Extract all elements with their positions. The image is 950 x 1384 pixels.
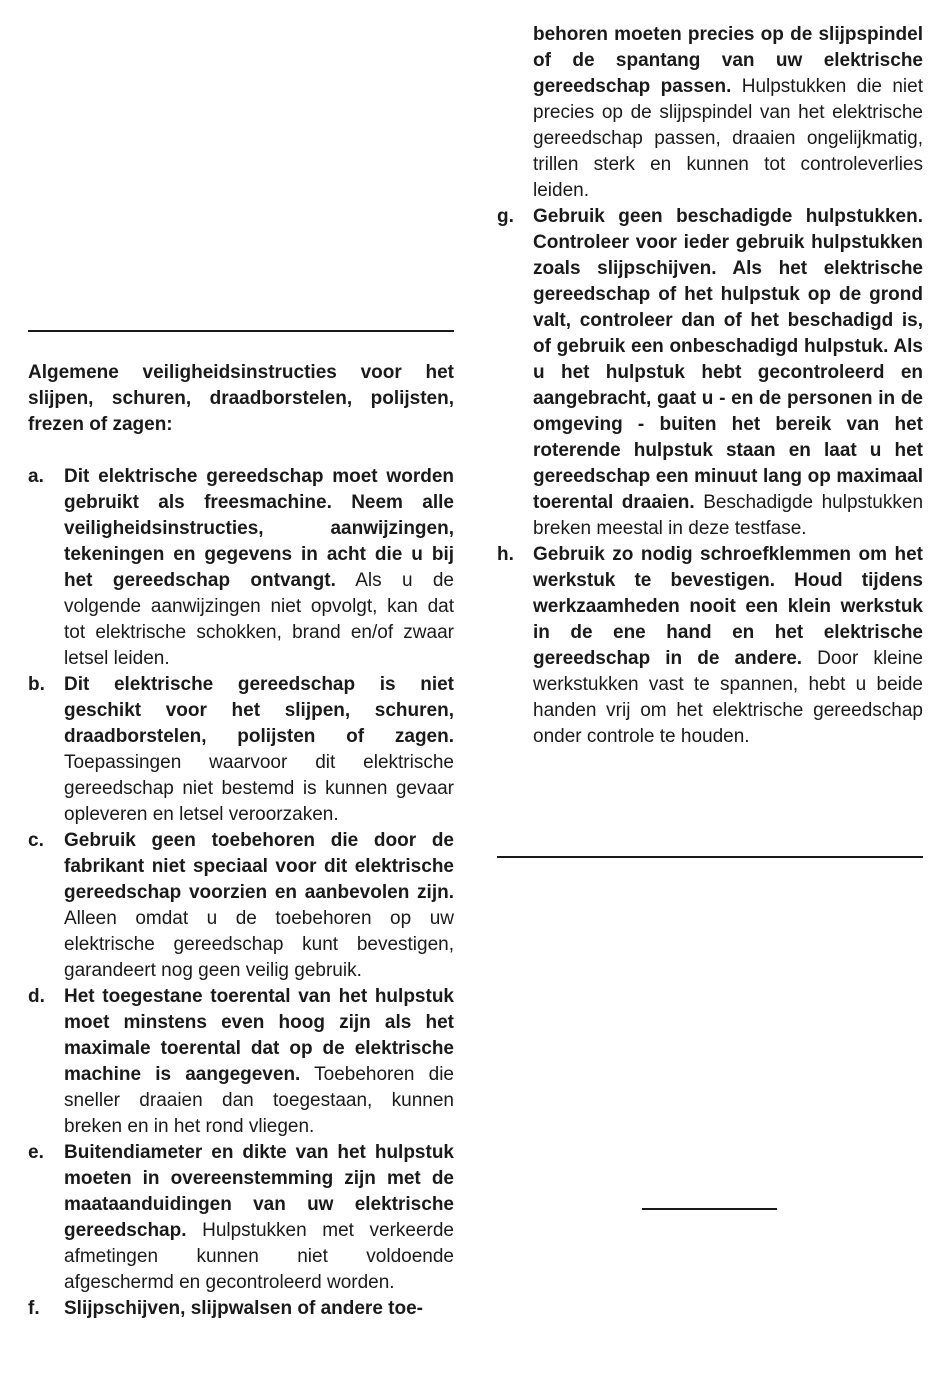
item-bold-text: Buitendiameter en dikte van het hulpstuk moeten in overeenstemming zijn met de maataanduidingen van uw elektrische gereedschap. — [64, 1142, 454, 1241]
item-text: Door kleine werkstukken vast te spannen, hebt u beide handen vrij om het elektrische gereedschap onder controle te houden. — [533, 648, 923, 747]
item-label: g. — [497, 206, 514, 227]
item-text: Hulpstukken die niet precies op de slijpspindel van het elektrische gereedschap passen, draaien ongelijkmatig, trillen sterk en kunnen tot controleverlies leiden. — [533, 76, 923, 201]
item-label: f. — [28, 1298, 40, 1319]
item-body — [64, 1296, 454, 1322]
item-text: Beschadigde hulpstukken breken meestal in deze testfase. — [533, 492, 924, 539]
item-bold-text: Slijpschijven, slijpwalsen of andere toe- — [64, 1298, 423, 1319]
item-body — [533, 204, 923, 542]
right-column — [497, 22, 923, 750]
item-label: c. — [28, 830, 44, 851]
item-body — [64, 1140, 454, 1296]
item-bold-text: Gebruik zo nodig schroefklemmen om het werkstuk te bevestigen. Houd tijdens werkzaamheden nooit een klein werkstuk in de ene hand en het elektrische gereedschap in de andere. — [533, 544, 923, 669]
item-text: Alleen omdat u de toebehoren op uw elektrische gereedschap kunt bevestigen, garandeert nog geen veilig gebruik. — [64, 908, 454, 981]
list-item-a — [28, 464, 454, 672]
section-heading: Algemene veiligheidsinstructies voor het slijpen, schuren, draadborstelen, polijsten, frezen of zagen: — [28, 362, 454, 435]
item-text: Hulpstukken met verkeerde afmetingen kunnen niet voldoende afgeschermd en gecontroleerd worden. — [64, 1220, 454, 1293]
section-divider-left — [28, 330, 454, 332]
item-bold-text: behoren moeten precies op de slijpspindel of de spantang van uw elektrische gereedschap passen. — [533, 24, 923, 97]
left-column — [28, 360, 454, 1322]
item-text: Als u de volgende aanwijzingen niet opvolgt, kan dat tot elektrische schokken, brand en/of zwaar letsel leiden. — [64, 570, 454, 669]
list-item-b — [28, 672, 454, 828]
item-text: Toebehoren die sneller draaien dan toegestaan, kunnen breken en in het rond vliegen. — [64, 1064, 455, 1137]
item-bold-text: Het toegestane toerental van het hulpstuk moet minstens even hoog zijn als het maximale toerental dat op de elektrische machine is aangegeven. — [64, 986, 454, 1085]
item-bold-text: Dit elektrische gereedschap moet worden gebruikt als freesmachine. Neem alle veiligheidsinstructies, aanwijzingen, tekeningen en gegevens in acht die u bij het gereedschap ontvangt. — [64, 466, 454, 591]
list-item-g — [497, 204, 923, 542]
item-body — [64, 672, 454, 828]
item-label: a. — [28, 466, 44, 487]
list-item-f-continuation — [497, 22, 923, 204]
item-body — [533, 542, 923, 750]
item-body — [64, 828, 454, 984]
list-item-h — [497, 542, 923, 750]
list-item-c — [28, 828, 454, 984]
end-rule — [642, 1208, 777, 1210]
item-text: Toepassingen waarvoor dit elektrische gereedschap niet bestemd is kunnen gevaar opleveren en letsel veroorzaken. — [64, 752, 454, 825]
item-body — [64, 984, 454, 1140]
item-label: d. — [28, 986, 45, 1007]
item-bold-text: Gebruik geen toebehoren die door de fabrikant niet speciaal voor dit elektrische gereedschap voorzien en aanbevolen zijn. — [64, 830, 454, 903]
section-divider-right — [497, 856, 923, 858]
item-body — [64, 464, 454, 672]
item-label: e. — [28, 1142, 44, 1163]
item-label: h. — [497, 544, 514, 565]
list-item-f — [28, 1296, 454, 1322]
list-item-e — [28, 1140, 454, 1296]
item-bold-text: Gebruik geen beschadigde hulpstukken. Controleer voor ieder gebruik hulpstukken zoals slijpschijven. Als het elektrische gereedschap of het hulpstuk op de grond valt, controleer dan of het beschadigd is, of gebruik een onbeschadigd hulpstuk. Als u het hulpstuk hebt gecontroleerd en aangebracht, gaat u - en de personen in de omgeving - buiten het bereik van het roterende hulpstuk staan en laat u het gereedschap een minuut lang op maximaal toerental draaien. — [533, 206, 923, 513]
item-label: b. — [28, 674, 45, 695]
item-bold-text: Dit elektrische gereedschap is niet geschikt voor het slijpen, schuren, draadborstelen, polijsten of zagen. — [64, 674, 454, 747]
list-item-d — [28, 984, 454, 1140]
